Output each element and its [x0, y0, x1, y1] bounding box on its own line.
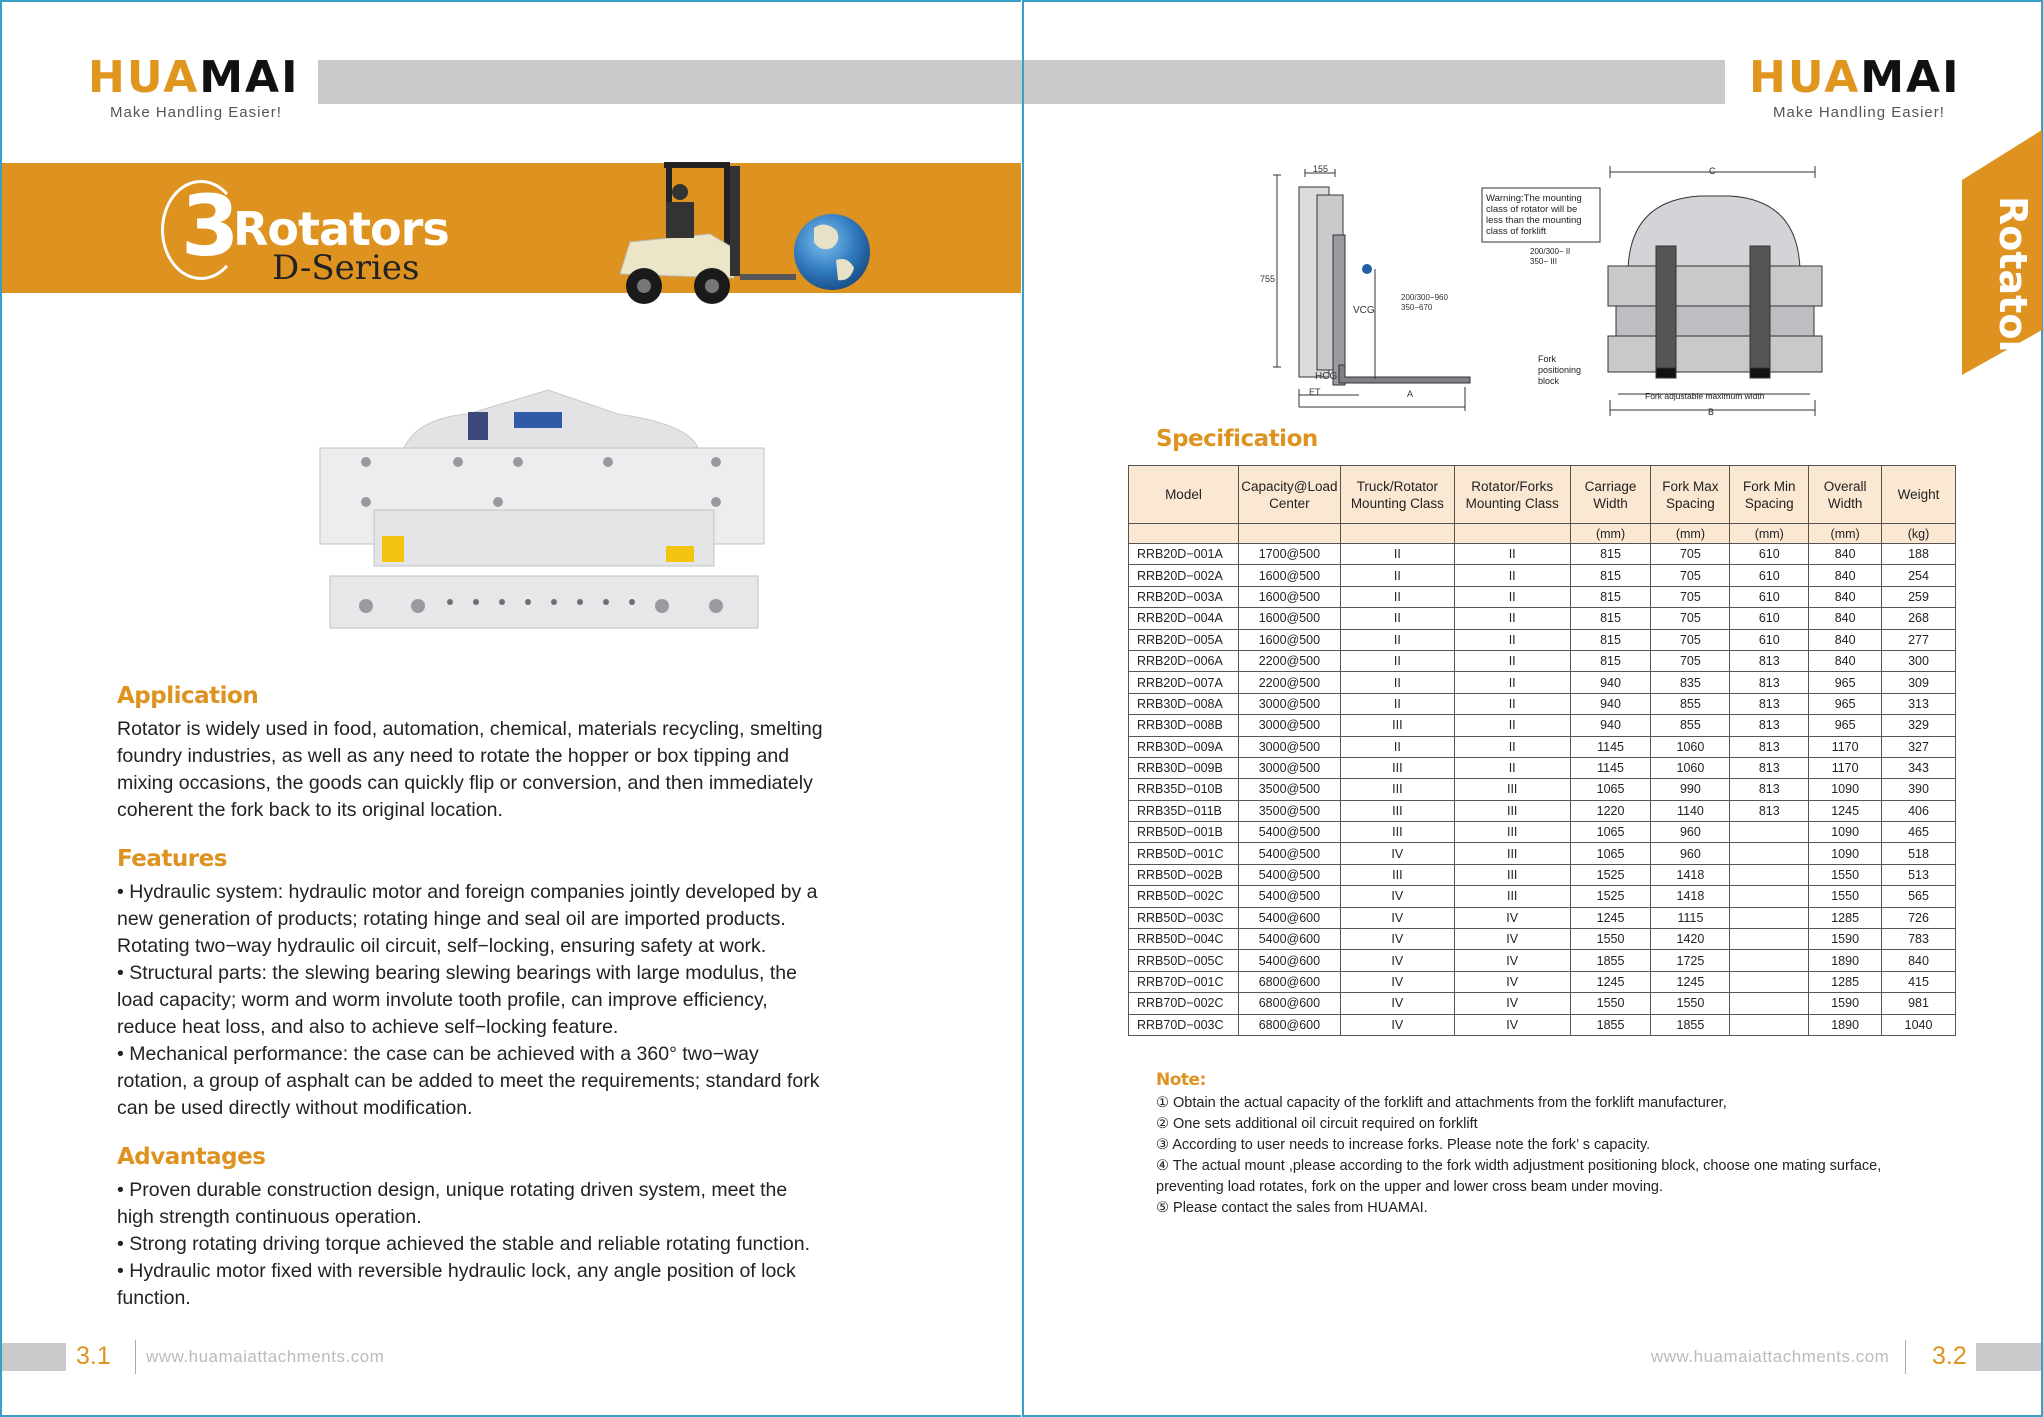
spec-cell-fork-max: 705: [1651, 544, 1730, 565]
rotator-product-image: [318, 378, 768, 636]
advantages-text: • Proven durable construction design, unique rotating driven system, meet the high strength continuous operation. • Strong rotating driving torque achieved the stable and reliable rotating function. • Hydraulic motor fixed with reversible hydraulic lock, any angle position of lock function.: [117, 1179, 811, 1309]
spec-cell-truck-class: II: [1340, 544, 1454, 565]
spec-cell-carriage-width: 940: [1570, 715, 1651, 736]
spec-cell-fork-max: 1725: [1651, 950, 1730, 971]
spec-cell-fork-max: 1420: [1651, 929, 1730, 950]
spec-cell-capacity: 5400@500: [1238, 822, 1340, 843]
spec-cell-weight: 1040: [1882, 1014, 1956, 1035]
spec-cell-carriage-width: 1525: [1570, 886, 1651, 907]
section-subtitle: D-Series: [272, 248, 420, 288]
spec-cell-capacity: 1600@500: [1238, 608, 1340, 629]
spec-cell-overall-width: 840: [1809, 650, 1882, 671]
spec-cell-overall-width: 1550: [1809, 886, 1882, 907]
spec-cell-weight: 981: [1882, 993, 1956, 1014]
spec-cell-fork-class: III: [1454, 822, 1570, 843]
et-label: ET: [1309, 387, 1321, 397]
footer-block-left: [2, 1343, 66, 1371]
front-view-diagram: [1480, 160, 1830, 420]
side-tab-label: Rotators: [1991, 196, 2035, 381]
spec-units-row: (mm) (mm) (mm) (mm) (kg): [1129, 524, 1956, 544]
spec-cell-carriage-width: 815: [1570, 544, 1651, 565]
spec-cell-overall-width: 1550: [1809, 864, 1882, 885]
spec-cell-model: RRB20D−005A: [1129, 629, 1239, 650]
dim-155-label: 155: [1313, 165, 1329, 174]
spec-cell-fork-max: 705: [1651, 608, 1730, 629]
spec-cell-overall-width: 965: [1809, 715, 1882, 736]
spec-cell-model: RRB30D−009A: [1129, 736, 1239, 757]
spec-cell-fork-min: [1730, 822, 1809, 843]
spec-table-row: [1129, 586, 1956, 607]
spec-cell-truck-class: II: [1340, 629, 1454, 650]
spec-cell-fork-class: II: [1454, 544, 1570, 565]
spec-header-truck-class: Truck/Rotator Mounting Class: [1340, 466, 1454, 524]
spec-cell-carriage-width: 815: [1570, 565, 1651, 586]
spec-cell-fork-min: 610: [1730, 544, 1809, 565]
spec-cell-fork-max: 1060: [1651, 757, 1730, 778]
spec-cell-fork-class: III: [1454, 886, 1570, 907]
svg-text:block: block: [1538, 376, 1560, 386]
spec-cell-capacity: 6800@600: [1238, 993, 1340, 1014]
spec-cell-overall-width: 1285: [1809, 971, 1882, 992]
class-note-1: 200/300− II: [1530, 247, 1571, 256]
specification-heading: Specification: [1156, 426, 1318, 452]
svg-text:positioning: positioning: [1538, 365, 1582, 375]
spec-cell-fork-min: 813: [1730, 779, 1809, 800]
spec-cell-capacity: 3500@500: [1238, 800, 1340, 821]
spec-table-row: [1129, 565, 1956, 586]
notes-text: ① Obtain the actual capacity of the forklift and attachments from the forklift manufacturer, ② One sets additional oil circuit required on forklift ③ According to user needs to increase forks. Please note the fork’ s capacity. ④ The actual mount ,please according to the fork width adjustment positioning block, choose one mating surface, preventing load rotates, fork on the upper and lower cross beam under moving. ⑤ Please contact the sales from HUAMAI.: [1156, 1095, 1882, 1216]
spec-cell-weight: 259: [1882, 586, 1956, 607]
spec-cell-fork-max: 960: [1651, 843, 1730, 864]
spec-table-row: [1129, 779, 1956, 800]
spec-cell-weight: 313: [1882, 693, 1956, 714]
spec-cell-fork-min: [1730, 886, 1809, 907]
spec-cell-fork-min: [1730, 971, 1809, 992]
spec-cell-weight: 465: [1882, 822, 1956, 843]
spec-cell-fork-class: IV: [1454, 971, 1570, 992]
spec-cell-weight: 277: [1882, 629, 1956, 650]
spec-cell-fork-class: IV: [1454, 1014, 1570, 1035]
spec-cell-fork-class: II: [1454, 672, 1570, 693]
fork-width-label: Fork adjustable maximum width: [1645, 391, 1765, 401]
spec-cell-fork-min: [1730, 907, 1809, 928]
spec-cell-capacity: 3000@500: [1238, 757, 1340, 778]
spec-cell-weight: 254: [1882, 565, 1956, 586]
spec-cell-carriage-width: 1220: [1570, 800, 1651, 821]
spec-header-fork-max: Fork Max Spacing: [1651, 466, 1730, 524]
spec-cell-overall-width: 1090: [1809, 843, 1882, 864]
spec-cell-fork-max: 855: [1651, 693, 1730, 714]
application-text: Rotator is widely used in food, automation, chemical, materials recycling, smelting foundry industries, as well as any need to rotate the hopper or box tipping and mixing occasions, the goods can quickly flip or conversion, and then immediately coherent the fork back to its original location.: [117, 718, 823, 821]
spec-cell-model: RRB70D−002C: [1129, 993, 1239, 1014]
spec-table-row: [1129, 907, 1956, 928]
spec-cell-capacity: 1700@500: [1238, 544, 1340, 565]
spec-cell-model: RRB50D−002B: [1129, 864, 1239, 885]
spec-cell-model: RRB50D−001B: [1129, 822, 1239, 843]
spec-cell-carriage-width: 1065: [1570, 822, 1651, 843]
spec-cell-fork-min: 813: [1730, 693, 1809, 714]
class-label-1: 200/300−960: [1401, 293, 1448, 302]
spec-cell-truck-class: III: [1340, 800, 1454, 821]
spec-cell-fork-class: II: [1454, 736, 1570, 757]
spec-cell-truck-class: IV: [1340, 971, 1454, 992]
spec-table-row: [1129, 886, 1956, 907]
spec-cell-fork-min: 813: [1730, 715, 1809, 736]
spec-cell-overall-width: 965: [1809, 693, 1882, 714]
spec-cell-fork-min: 813: [1730, 672, 1809, 693]
spec-table-row: [1129, 608, 1956, 629]
spec-cell-model: RRB20D−006A: [1129, 650, 1239, 671]
spec-cell-model: RRB35D−011B: [1129, 800, 1239, 821]
spec-cell-weight: 309: [1882, 672, 1956, 693]
spec-cell-overall-width: 1090: [1809, 779, 1882, 800]
spec-cell-fork-min: 813: [1730, 800, 1809, 821]
spec-cell-truck-class: III: [1340, 864, 1454, 885]
spec-cell-model: RRB50D−005C: [1129, 950, 1239, 971]
spec-header-row: [1129, 466, 1956, 524]
spec-cell-fork-min: 813: [1730, 757, 1809, 778]
spec-table-row: [1129, 864, 1956, 885]
spec-cell-weight: 513: [1882, 864, 1956, 885]
dim-755-label: 755: [1260, 274, 1276, 284]
spec-table-row: [1129, 843, 1956, 864]
spec-cell-weight: 268: [1882, 608, 1956, 629]
spec-cell-capacity: 5400@600: [1238, 907, 1340, 928]
spec-cell-truck-class: II: [1340, 565, 1454, 586]
spec-cell-model: RRB30D−008A: [1129, 693, 1239, 714]
spec-cell-truck-class: III: [1340, 822, 1454, 843]
spec-cell-capacity: 3000@500: [1238, 715, 1340, 736]
spec-cell-weight: 840: [1882, 950, 1956, 971]
spec-cell-model: RRB35D−010B: [1129, 779, 1239, 800]
spec-cell-capacity: 5400@500: [1238, 864, 1340, 885]
spec-cell-fork-class: II: [1454, 629, 1570, 650]
spec-cell-truck-class: II: [1340, 736, 1454, 757]
spec-cell-truck-class: III: [1340, 779, 1454, 800]
spec-cell-fork-min: 610: [1730, 608, 1809, 629]
specification-table: [1128, 465, 1956, 1036]
spec-cell-overall-width: 840: [1809, 586, 1882, 607]
spec-table-row: [1129, 822, 1956, 843]
spec-table-row: [1129, 672, 1956, 693]
spec-cell-capacity: 6800@600: [1238, 971, 1340, 992]
spec-cell-carriage-width: 1550: [1570, 929, 1651, 950]
spec-cell-fork-min: [1730, 843, 1809, 864]
spec-cell-fork-class: IV: [1454, 907, 1570, 928]
spec-cell-fork-max: 1245: [1651, 971, 1730, 992]
c-label: C: [1709, 166, 1716, 176]
brand-logo-left: HUAMAI Make Handling Easier!: [88, 52, 300, 121]
spec-cell-model: RRB70D−001C: [1129, 971, 1239, 992]
side-view-diagram: [1255, 165, 1485, 415]
spec-table-row: [1129, 757, 1956, 778]
spec-cell-overall-width: 965: [1809, 672, 1882, 693]
a-label: A: [1407, 389, 1414, 399]
footer-url-left[interactable]: www.huamaiattachments.com: [146, 1347, 385, 1366]
spec-cell-model: RRB50D−001C: [1129, 843, 1239, 864]
spec-cell-capacity: 6800@600: [1238, 1014, 1340, 1035]
spec-cell-weight: 783: [1882, 929, 1956, 950]
spec-cell-fork-max: 705: [1651, 629, 1730, 650]
brand-tagline: Make Handling Easier!: [110, 104, 282, 121]
footer-url-right[interactable]: www.huamaiattachments.com: [1651, 1347, 1890, 1366]
spec-cell-overall-width: 840: [1809, 544, 1882, 565]
spec-cell-fork-min: 813: [1730, 736, 1809, 757]
spec-cell-truck-class: IV: [1340, 907, 1454, 928]
page-number-left: 3.1: [76, 1342, 111, 1370]
section-title: Rotators: [233, 202, 449, 256]
spec-cell-weight: 188: [1882, 544, 1956, 565]
spec-cell-fork-class: III: [1454, 779, 1570, 800]
spec-cell-weight: 406: [1882, 800, 1956, 821]
spec-cell-fork-min: [1730, 950, 1809, 971]
spec-cell-truck-class: IV: [1340, 950, 1454, 971]
spec-cell-carriage-width: 815: [1570, 650, 1651, 671]
spec-cell-overall-width: 1245: [1809, 800, 1882, 821]
spec-cell-fork-min: 813: [1730, 650, 1809, 671]
spec-cell-capacity: 1600@500: [1238, 565, 1340, 586]
spec-cell-truck-class: II: [1340, 693, 1454, 714]
spec-cell-carriage-width: 1550: [1570, 993, 1651, 1014]
spec-cell-fork-max: 835: [1651, 672, 1730, 693]
spec-cell-fork-class: II: [1454, 650, 1570, 671]
spec-table-row: [1129, 629, 1956, 650]
spec-cell-capacity: 3000@500: [1238, 693, 1340, 714]
spec-cell-overall-width: 1590: [1809, 929, 1882, 950]
spec-cell-overall-width: 1285: [1809, 907, 1882, 928]
spec-table-row: [1129, 929, 1956, 950]
spec-cell-carriage-width: 815: [1570, 586, 1651, 607]
spec-cell-fork-max: 1418: [1651, 864, 1730, 885]
spec-cell-model: RRB20D−001A: [1129, 544, 1239, 565]
spec-cell-truck-class: III: [1340, 757, 1454, 778]
spec-cell-overall-width: 1590: [1809, 993, 1882, 1014]
spec-cell-fork-max: 705: [1651, 650, 1730, 671]
spec-table-body: [1129, 544, 1956, 1036]
class-label-2: 350−670: [1401, 303, 1433, 312]
spec-cell-model: RRB20D−003A: [1129, 586, 1239, 607]
spec-cell-weight: 329: [1882, 715, 1956, 736]
svg-text:less than the mounting: less than the mounting: [1486, 215, 1582, 226]
spec-cell-fork-class: II: [1454, 565, 1570, 586]
spec-cell-truck-class: II: [1340, 672, 1454, 693]
spec-cell-fork-max: 1550: [1651, 993, 1730, 1014]
spec-cell-weight: 300: [1882, 650, 1956, 671]
spec-table-row: [1129, 993, 1956, 1014]
spec-cell-carriage-width: 940: [1570, 672, 1651, 693]
spec-cell-weight: 415: [1882, 971, 1956, 992]
spec-cell-overall-width: 1170: [1809, 736, 1882, 757]
spec-cell-carriage-width: 815: [1570, 629, 1651, 650]
features-text: • Hydraulic system: hydraulic motor and foreign companies jointly developed by a new generation of products; rotating hinge and seal oil are imported products. Rotating two−way hydraulic oil circuit, self−locking, ensuring safety at work. • Structural parts: the slewing bearing slewing bearings with large modulus, the load capacity; worm and worm involute tooth profile, can improve efficiency, reduce heat loss, and also to achieve self−locking feature. • Mechanical performance: the case can be achieved with a 360° two−way rotation, a group of asphalt can be added to meet the requirements; standard fork can be used directly without modification.: [117, 881, 820, 1119]
spec-cell-carriage-width: 1065: [1570, 779, 1651, 800]
footer-block-right: [1976, 1343, 2041, 1371]
advantages-heading: Advantages: [117, 1144, 266, 1170]
spec-cell-fork-max: 855: [1651, 715, 1730, 736]
spec-cell-fork-min: [1730, 1014, 1809, 1035]
spec-cell-model: RRB20D−007A: [1129, 672, 1239, 693]
spec-cell-fork-class: II: [1454, 693, 1570, 714]
features-heading: Features: [117, 846, 227, 872]
spec-cell-capacity: 5400@600: [1238, 950, 1340, 971]
spec-table-row: [1129, 544, 1956, 565]
footer-separator-right: [1905, 1340, 1906, 1374]
spec-cell-capacity: 2200@500: [1238, 672, 1340, 693]
class-note-2: 350− III: [1530, 257, 1557, 266]
spec-table-row: [1129, 693, 1956, 714]
spec-cell-fork-class: IV: [1454, 993, 1570, 1014]
spec-cell-overall-width: 840: [1809, 629, 1882, 650]
spec-cell-model: RRB70D−003C: [1129, 1014, 1239, 1035]
spec-cell-fork-min: 610: [1730, 629, 1809, 650]
spec-table-row: [1129, 800, 1956, 821]
spec-cell-fork-class: III: [1454, 800, 1570, 821]
spec-cell-truck-class: IV: [1340, 929, 1454, 950]
spec-cell-carriage-width: 1245: [1570, 907, 1651, 928]
spec-cell-model: RRB20D−002A: [1129, 565, 1239, 586]
b-label: B: [1708, 407, 1715, 417]
footer-separator-left: [135, 1340, 136, 1374]
spec-cell-capacity: 2200@500: [1238, 650, 1340, 671]
spec-cell-fork-min: [1730, 929, 1809, 950]
spec-cell-carriage-width: 1145: [1570, 736, 1651, 757]
spec-cell-fork-min: [1730, 864, 1809, 885]
spec-table-row: [1129, 950, 1956, 971]
spec-header-fork-min: Fork Min Spacing: [1730, 466, 1809, 524]
spec-header-weight: Weight: [1882, 466, 1956, 524]
spec-cell-fork-class: IV: [1454, 929, 1570, 950]
page-number-right: 3.2: [1932, 1342, 1967, 1370]
spec-header-model: Model: [1129, 466, 1239, 524]
svg-text:class of rotator will be: class of rotator will be: [1486, 204, 1578, 215]
spec-cell-model: RRB30D−009B: [1129, 757, 1239, 778]
spec-cell-carriage-width: 940: [1570, 693, 1651, 714]
spec-cell-model: RRB50D−004C: [1129, 929, 1239, 950]
spec-cell-overall-width: 1170: [1809, 757, 1882, 778]
spec-cell-model: RRB30D−008B: [1129, 715, 1239, 736]
spec-cell-capacity: 1600@500: [1238, 586, 1340, 607]
spec-cell-weight: 518: [1882, 843, 1956, 864]
spec-cell-carriage-width: 1525: [1570, 864, 1651, 885]
spec-cell-capacity: 1600@500: [1238, 629, 1340, 650]
spec-cell-truck-class: IV: [1340, 993, 1454, 1014]
spec-cell-fork-max: 1060: [1651, 736, 1730, 757]
notes-heading: Note:: [1156, 1070, 1206, 1090]
brand-logo-right: HUAMAI Make Handling Easier!: [1749, 52, 1961, 121]
spec-table-row: [1129, 715, 1956, 736]
spec-cell-fork-class: II: [1454, 608, 1570, 629]
spec-table-row: [1129, 650, 1956, 671]
spec-header-capacity: Capacity@Load Center: [1238, 466, 1340, 524]
spec-cell-truck-class: IV: [1340, 1014, 1454, 1035]
spec-cell-model: RRB20D−004A: [1129, 608, 1239, 629]
spec-cell-weight: 726: [1882, 907, 1956, 928]
spec-header-fork-class: Rotator/Forks Mounting Class: [1454, 466, 1570, 524]
spec-cell-overall-width: 1090: [1809, 822, 1882, 843]
spec-cell-overall-width: 1890: [1809, 950, 1882, 971]
spec-cell-truck-class: IV: [1340, 843, 1454, 864]
spec-cell-fork-max: 990: [1651, 779, 1730, 800]
spec-cell-fork-min: 610: [1730, 586, 1809, 607]
spec-cell-fork-max: 705: [1651, 565, 1730, 586]
vcg-label: VCG: [1353, 305, 1375, 316]
spec-cell-overall-width: 1890: [1809, 1014, 1882, 1035]
spec-cell-overall-width: 840: [1809, 608, 1882, 629]
spec-cell-weight: 343: [1882, 757, 1956, 778]
spec-cell-fork-max: 705: [1651, 586, 1730, 607]
spec-cell-model: RRB50D−002C: [1129, 886, 1239, 907]
spec-cell-carriage-width: 1065: [1570, 843, 1651, 864]
spec-table-row: [1129, 736, 1956, 757]
spec-cell-carriage-width: 1855: [1570, 950, 1651, 971]
spec-cell-capacity: 3000@500: [1238, 736, 1340, 757]
spec-cell-carriage-width: 1855: [1570, 1014, 1651, 1035]
spec-cell-model: RRB50D−003C: [1129, 907, 1239, 928]
forklift-globe-illustration: [600, 156, 880, 312]
spec-cell-fork-class: III: [1454, 843, 1570, 864]
spec-cell-fork-max: 1140: [1651, 800, 1730, 821]
spec-table-row: [1129, 1014, 1956, 1035]
spec-cell-fork-class: IV: [1454, 950, 1570, 971]
spec-cell-fork-max: 1418: [1651, 886, 1730, 907]
application-heading: Application: [117, 683, 259, 709]
hcg-label: HCG: [1315, 371, 1338, 382]
spec-cell-capacity: 5400@600: [1238, 929, 1340, 950]
spec-cell-fork-max: 1115: [1651, 907, 1730, 928]
spec-cell-truck-class: II: [1340, 608, 1454, 629]
spec-cell-truck-class: II: [1340, 650, 1454, 671]
spec-cell-carriage-width: 815: [1570, 608, 1651, 629]
spec-cell-capacity: 5400@500: [1238, 886, 1340, 907]
spec-cell-fork-class: II: [1454, 586, 1570, 607]
spec-table-row: [1129, 971, 1956, 992]
section-number: 3: [181, 177, 240, 275]
warning-line-1: Warning:The mounting: [1486, 193, 1582, 204]
spec-cell-capacity: 3500@500: [1238, 779, 1340, 800]
spec-cell-fork-max: 960: [1651, 822, 1730, 843]
spec-header-overall-width: Overall Width: [1809, 466, 1882, 524]
spec-cell-carriage-width: 1245: [1570, 971, 1651, 992]
spec-cell-capacity: 5400@500: [1238, 843, 1340, 864]
spec-cell-fork-class: II: [1454, 757, 1570, 778]
spec-cell-weight: 565: [1882, 886, 1956, 907]
spec-cell-carriage-width: 1145: [1570, 757, 1651, 778]
fork-block-line-1: Fork: [1538, 354, 1556, 364]
spec-cell-truck-class: III: [1340, 715, 1454, 736]
spec-cell-fork-max: 1855: [1651, 1014, 1730, 1035]
spec-cell-fork-min: [1730, 993, 1809, 1014]
svg-text:class of forklift: class of forklift: [1486, 226, 1547, 237]
spec-cell-fork-min: 610: [1730, 565, 1809, 586]
spec-cell-weight: 327: [1882, 736, 1956, 757]
spec-cell-truck-class: IV: [1340, 886, 1454, 907]
spec-cell-fork-class: III: [1454, 864, 1570, 885]
spec-cell-overall-width: 840: [1809, 565, 1882, 586]
spec-cell-truck-class: II: [1340, 586, 1454, 607]
spec-cell-weight: 390: [1882, 779, 1956, 800]
spec-header-carriage-width: Carriage Width: [1570, 466, 1651, 524]
spec-cell-fork-class: II: [1454, 715, 1570, 736]
